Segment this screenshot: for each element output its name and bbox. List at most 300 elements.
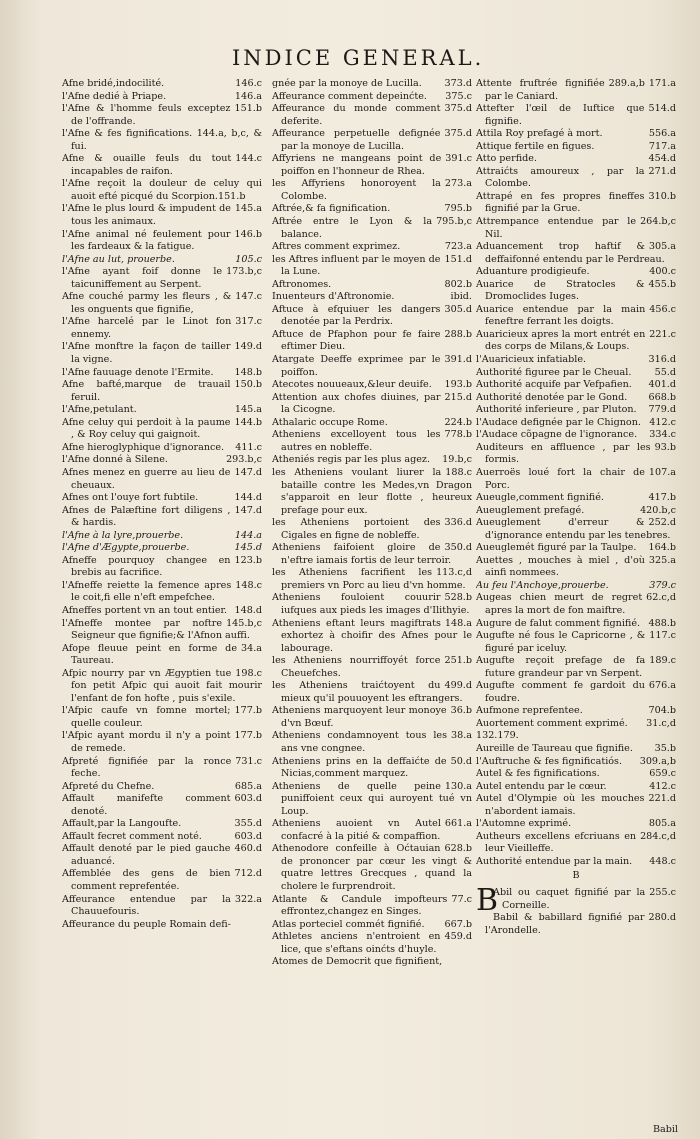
entry-text: Afne celuy qui perdoit à la paume , & Roy celuy qui gaignoit. bbox=[62, 416, 231, 441]
index-entry bbox=[272, 956, 472, 969]
entry-text: l'Afne le plus lourd & impudent de tous les animaux. bbox=[62, 203, 231, 228]
index-entry bbox=[62, 756, 262, 781]
entry-text: Abil ou caquet fignifié par la Corneille. bbox=[493, 887, 646, 911]
page-reference: 316.d bbox=[648, 354, 676, 366]
page-reference: 400.c bbox=[649, 266, 676, 278]
page-reference: 273.a bbox=[444, 178, 472, 190]
page-reference: 55.d bbox=[654, 366, 676, 378]
index-entry bbox=[476, 354, 676, 367]
entry-text: Babil & babillard fignifié par l'Arondelle. bbox=[485, 912, 645, 936]
entry-text: Inuenteurs d'Aftronomie. bbox=[272, 291, 395, 303]
page-reference: 280.d bbox=[648, 912, 676, 924]
entry-text: Affeurance perpetuelle defignée par la monoye de Lucilla. bbox=[272, 128, 441, 152]
entry-text: Attrapé en fes propres fineffes fignifié par la Grue. bbox=[476, 190, 645, 215]
index-entry bbox=[62, 417, 262, 442]
page-reference: 454.d bbox=[648, 153, 676, 165]
page-reference: 556.a bbox=[648, 128, 676, 140]
page-reference: 224.b bbox=[444, 416, 472, 428]
entry-text: l'Afne à la lyre,prouerbe. bbox=[62, 529, 184, 541]
page-reference: 148.d bbox=[234, 604, 262, 616]
index-entry bbox=[272, 379, 472, 392]
page-reference: 177.b bbox=[234, 705, 262, 717]
index-entry bbox=[476, 856, 676, 869]
index-entry bbox=[476, 618, 676, 631]
page-reference: 712.d bbox=[234, 868, 262, 880]
page-reference: 19.b,c bbox=[442, 454, 472, 466]
page-reference: 149.d bbox=[234, 341, 262, 353]
entry-text: Attila Roy prefagé à mort. bbox=[476, 128, 603, 140]
entry-text: Attefter l'œil de Iuftice que fignifie. bbox=[476, 103, 645, 127]
index-entry bbox=[272, 919, 472, 932]
entry-text: l'Auaricieux infatiable. bbox=[476, 354, 587, 366]
entry-text: Augeas chien meurt de regret apres la mort de fon maiftre. bbox=[476, 592, 643, 616]
entry-text: Attique fertile en figues. bbox=[476, 140, 595, 152]
index-entry bbox=[476, 153, 676, 166]
index-entry bbox=[62, 467, 262, 492]
entry-text: Affault denoté par le pied gauche aduancé. bbox=[62, 843, 231, 867]
entry-text: l'Afne fauuage denote l'Ermite. bbox=[62, 366, 214, 378]
index-entry bbox=[272, 705, 472, 730]
entry-text: Atlas porteciel commét fignifié. bbox=[272, 918, 425, 930]
entry-text: les Atheniens nourriffoyét force Cheuefches. bbox=[272, 655, 441, 679]
page-reference: 288.b bbox=[444, 328, 472, 340]
page-reference: 38.a bbox=[451, 730, 472, 742]
entry-text: Aduanture prodigieufe. bbox=[476, 266, 590, 278]
entry-text: l'Afne ayant foif donne le taicuniffement au Serpent. bbox=[62, 266, 223, 290]
page-reference: 391.c bbox=[445, 153, 472, 165]
page-reference: ibid. bbox=[450, 291, 472, 303]
index-entry bbox=[476, 912, 676, 937]
index-entry bbox=[476, 730, 676, 743]
page-reference: 146.b bbox=[234, 228, 262, 240]
page-reference: 150.b bbox=[234, 379, 262, 391]
catchword: Babil bbox=[652, 1124, 678, 1135]
index-entry bbox=[272, 392, 472, 417]
index-entry bbox=[62, 442, 262, 455]
page-reference: 34.a bbox=[241, 642, 262, 654]
index-entry bbox=[62, 128, 262, 153]
index-entry bbox=[476, 141, 676, 154]
page-reference: 189.c bbox=[649, 655, 676, 667]
page-reference: 255.c bbox=[649, 887, 676, 898]
page-reference: 177.b bbox=[234, 730, 262, 742]
page-reference: 147.d bbox=[234, 466, 262, 478]
index-entry bbox=[476, 329, 676, 354]
index-entry bbox=[272, 103, 472, 128]
entry-text: Autheurs excellens efcriuans en leur Vieilleffe. bbox=[476, 830, 637, 855]
page-reference: 31.c,d bbox=[646, 717, 676, 729]
entry-text: l'Auftruche & fes fignificatiós. bbox=[476, 755, 623, 767]
entry-text: Atheniens fouloient couurir iufques aux pieds les images d'Ilithyie. bbox=[272, 592, 470, 616]
page-reference: 144.c bbox=[235, 153, 262, 165]
page-reference: 350.d bbox=[444, 542, 472, 554]
entry-text: Autel d'Olympie où les mouches n'abordent iamais. bbox=[476, 793, 645, 817]
page-reference: 448.c bbox=[649, 855, 676, 867]
index-entry bbox=[62, 291, 262, 316]
index-entry bbox=[476, 630, 676, 655]
entry-text: l'Afne reçoit la douleur de celuy qui auoit efté picqué du Scorpion.151.b bbox=[62, 178, 262, 202]
entry-text: Aduancement trop haftif & deffaifonné entendu par le Perdreau. bbox=[476, 241, 665, 265]
page-reference: 264.b,c bbox=[640, 216, 676, 228]
entry-text: l'Afne & fes fignifications. 144.a, b,c, & fui. bbox=[62, 128, 262, 152]
entry-text: Augure de falut comment fignifié. bbox=[476, 617, 641, 629]
page-reference: 309.a,b bbox=[639, 755, 676, 767]
page-reference: 459.d bbox=[444, 931, 472, 943]
page-reference: 668.b bbox=[648, 391, 676, 403]
page-reference: 779.d bbox=[648, 404, 676, 416]
index-entry bbox=[272, 216, 472, 241]
entry-text: Atheniens prins en la deffaićte de Nicias,comment marquez. bbox=[272, 755, 447, 780]
page-reference: 113.c,d bbox=[436, 567, 472, 579]
page-reference: 145.a bbox=[234, 404, 262, 416]
entry-text: Augufte reçoit prefage de fa future grandeur par vn Serpent. bbox=[476, 655, 646, 679]
page-reference: 221.d bbox=[648, 793, 676, 805]
page-reference: 488.b bbox=[648, 617, 676, 629]
entry-text: les Aftres influent par le moyen de la Lune. bbox=[272, 253, 441, 278]
entry-text: Aureille de Taureau que fignifie. bbox=[476, 742, 633, 754]
index-entry bbox=[476, 818, 676, 831]
index-column-3 bbox=[476, 78, 676, 937]
index-entry bbox=[62, 316, 262, 341]
entry-text: l'Afneffe montee par noftre Seigneur que fignifie;& l'Afnon auffi. bbox=[62, 617, 250, 642]
entry-text: Afpreté fignifiée par la ronce feche. bbox=[62, 755, 232, 780]
index-entry bbox=[272, 254, 472, 279]
index-entry bbox=[62, 404, 262, 417]
index-entry bbox=[476, 781, 676, 794]
index-entry bbox=[476, 705, 676, 718]
section-b-block bbox=[476, 883, 676, 937]
page-reference: 193.b bbox=[444, 379, 472, 391]
page-reference: 147.d bbox=[234, 504, 262, 516]
entry-text: Auaricieux apres la mort entrét en des corps de Milans,& Loups. bbox=[476, 328, 646, 353]
entry-text: l'Afne harcelé par le Linot fon ennemy. bbox=[62, 316, 232, 340]
index-entry bbox=[476, 517, 676, 542]
index-column-2 bbox=[272, 78, 472, 969]
entry-text: Athalaric occupe Rome. bbox=[272, 416, 388, 428]
page-reference: 107.a bbox=[648, 466, 676, 478]
entry-text: Augufte comment fe gardoit du foudre. bbox=[476, 680, 645, 704]
index-entry bbox=[62, 580, 262, 605]
entry-text: Atheniens condamnoyent tous les ans vne congnee. bbox=[272, 730, 448, 754]
page-reference: 514.d bbox=[648, 103, 676, 115]
page-reference: 805.a bbox=[648, 818, 676, 830]
entry-text: Aftuce à efquiuer les dangers denotée par la Perdrix. bbox=[272, 303, 441, 328]
index-entry bbox=[476, 467, 676, 492]
entry-text: gnée par la monoye de Lucilla. bbox=[272, 78, 422, 89]
entry-text: l'Afne animal né feulement pour les fardeaux & la fatigue. bbox=[62, 228, 231, 253]
index-entry bbox=[62, 530, 262, 543]
index-entry bbox=[272, 730, 472, 755]
index-entry bbox=[62, 868, 262, 893]
entry-text: Aufmone reprefentee. bbox=[476, 705, 583, 717]
entry-text: l'Audace defignée par le Chignon. bbox=[476, 416, 641, 428]
index-entry bbox=[476, 580, 676, 593]
index-entry bbox=[272, 454, 472, 467]
index-entry bbox=[272, 78, 472, 91]
entry-text: Afope fleuue peint en forme de Taureau. bbox=[62, 642, 238, 667]
page-reference: 412.c bbox=[649, 780, 676, 792]
entry-text: Atheniens faifoient gloire de n'eftre iamais fortis de leur terroir. bbox=[272, 542, 452, 566]
entry-text: les Atheniens voulant liurer la bataille contre les Medes,vn Dragon s'apparoit en leur flotte , heureux prefage pour eux. bbox=[272, 466, 472, 516]
entry-text: Atheniens de quelle peine puniffoient ceux qui auroyent tué vn Loup. bbox=[272, 780, 472, 817]
column-3-entries bbox=[476, 78, 676, 868]
index-entry bbox=[272, 517, 472, 542]
index-entry bbox=[476, 103, 676, 128]
entry-text: l'Automne exprimé. bbox=[476, 818, 572, 830]
entry-text: Athletes anciens n'entroient en lice, que s'eftans oinćts d'huyle. bbox=[272, 931, 441, 955]
page-reference: 603.d bbox=[234, 830, 262, 842]
index-entry bbox=[62, 730, 262, 755]
index-entry bbox=[476, 542, 676, 555]
page-reference: 171.a bbox=[648, 78, 676, 89]
index-entry bbox=[272, 843, 472, 893]
index-entry bbox=[476, 492, 676, 505]
index-entry bbox=[476, 429, 676, 442]
page-reference: 215.d bbox=[444, 391, 472, 403]
index-entry bbox=[476, 241, 676, 266]
page-reference: 373.d bbox=[444, 78, 472, 89]
index-entry bbox=[62, 103, 262, 128]
entry-text: Affyriens ne mangeans point de poiffon en l'honneur de Rhea. bbox=[272, 153, 442, 177]
index-entry bbox=[476, 191, 676, 216]
index-entry bbox=[272, 542, 472, 567]
page-reference: 411.c bbox=[235, 441, 262, 453]
entry-text: Authorité denotée par le Gond. bbox=[476, 391, 628, 403]
page-reference: 148.a bbox=[444, 617, 472, 629]
index-entry bbox=[62, 254, 262, 267]
entry-text: Afnes ont l'ouye fort fubtile. bbox=[62, 492, 199, 504]
page-reference: 528.b bbox=[444, 592, 472, 604]
entry-text: l'Afne donné à Silene. bbox=[62, 454, 168, 466]
index-entry bbox=[62, 843, 262, 868]
entry-text: les Atheniens facrifient les premiers vn Porc au lieu d'vn homme. bbox=[272, 567, 466, 591]
index-column-1 bbox=[62, 78, 262, 931]
page-reference: 198.c bbox=[235, 667, 262, 679]
index-entry bbox=[62, 454, 262, 467]
entry-text: Affeurance comment depeinćte. bbox=[272, 90, 427, 102]
index-entry bbox=[62, 341, 262, 366]
index-entry bbox=[62, 78, 262, 91]
index-entry bbox=[272, 128, 472, 153]
entry-text: l'Afne & l'homme feuls exceptez de l'offrande. bbox=[62, 103, 231, 127]
page-reference: 334.c bbox=[649, 429, 676, 441]
index-entry bbox=[62, 894, 262, 919]
entry-text: Auditeurs en affluence , par les formis. bbox=[476, 441, 651, 466]
index-entry bbox=[272, 592, 472, 617]
page-reference: 375.d bbox=[444, 128, 472, 140]
index-entry bbox=[62, 605, 262, 618]
page-reference: 151.d bbox=[444, 253, 472, 265]
index-entry bbox=[272, 894, 472, 919]
page-reference: 659.c bbox=[649, 768, 676, 780]
index-entry bbox=[476, 392, 676, 405]
drop-cap-initial: B bbox=[476, 883, 499, 918]
page-reference: 420.b,c bbox=[640, 504, 676, 516]
index-entry bbox=[62, 818, 262, 831]
page-reference: 802.b bbox=[444, 278, 472, 290]
page-reference: 731.c bbox=[235, 755, 262, 767]
entry-text: Afne couché parmy les fleurs , & les onguents que fignifie, bbox=[62, 291, 232, 315]
page-reference: 723.a bbox=[444, 241, 472, 253]
page-reference: 36.b bbox=[450, 705, 472, 717]
entry-text: l'Afne au lut, prouerbe. bbox=[62, 253, 175, 265]
page-reference: 685.a bbox=[234, 780, 262, 792]
entry-text: Affault,par la Langoufte. bbox=[62, 818, 182, 830]
index-entry bbox=[62, 178, 262, 203]
entry-text: les Affyriens honoroyent la Colombe. bbox=[272, 178, 441, 202]
entry-text: Authorité inferieure , par Pluton. bbox=[476, 404, 637, 416]
index-entry bbox=[272, 153, 472, 178]
entry-text: l'Afneffe reiette la femence apres le coit,fi elle n'eft empefchee. bbox=[62, 579, 232, 604]
page-reference: 62.c,d bbox=[646, 592, 676, 604]
entry-text: Afnes de Palæftine fort diligens , & hardis. bbox=[62, 504, 231, 529]
index-entry bbox=[62, 831, 262, 844]
page-reference: 252.d bbox=[648, 517, 676, 529]
index-entry bbox=[476, 367, 676, 380]
index-entry bbox=[62, 203, 262, 228]
entry-text: Attrempance entendue par le Nil. bbox=[476, 216, 637, 240]
page-reference: 130.a bbox=[444, 780, 472, 792]
index-entry bbox=[62, 266, 262, 291]
page-reference: 603.d bbox=[234, 793, 262, 805]
entry-text: l'Afne d'Ægypte,prouerbe. bbox=[62, 542, 190, 554]
entry-text: Authorité acquife par Vefpafien. bbox=[476, 379, 632, 391]
index-entry bbox=[272, 818, 472, 843]
index-entry bbox=[476, 655, 676, 680]
entry-text: Authorité figuree par le Cheual. bbox=[476, 366, 632, 378]
index-entry bbox=[62, 505, 262, 530]
page-reference: 77.c bbox=[451, 893, 472, 905]
page-reference: 148.c bbox=[235, 579, 262, 591]
entry-text: Affemblée des gens de bien comment reprefentée. bbox=[62, 868, 231, 892]
page-reference: 188.c bbox=[445, 466, 472, 478]
entry-text: Afneffes portent vn an tout entier. bbox=[62, 604, 228, 616]
entry-text: Atheniés regis par les plus agez. bbox=[272, 454, 431, 466]
entry-text: Atargate Deeffe exprimee par le poiffon. bbox=[272, 354, 441, 378]
page-reference: 293.b,c bbox=[226, 454, 262, 466]
page-reference: 305.d bbox=[444, 303, 472, 315]
page-reference: 379.c bbox=[649, 579, 676, 591]
entry-text: Auettes , mouches à miel , d'où ainfi nommees. bbox=[476, 554, 645, 579]
page-reference: 375.d bbox=[444, 103, 472, 115]
entry-text: Afpic nourry par vn Ægyptien tue fon petit Afpic qui auoit fait mourir l'enfant de fon hofte , puis s'exile. bbox=[62, 667, 262, 704]
index-entry bbox=[62, 379, 262, 404]
index-entry bbox=[476, 166, 676, 191]
index-entry bbox=[476, 756, 676, 769]
entry-text: Attention aux chofes diuines, par la Cicogne. bbox=[272, 391, 441, 416]
entry-text: Aueugle,comment fignifié. bbox=[476, 492, 604, 504]
index-entry bbox=[272, 756, 472, 781]
index-entry bbox=[476, 743, 676, 756]
entry-text: Afpreté du Chefne. bbox=[62, 780, 155, 792]
page-reference: 795.b bbox=[444, 203, 472, 215]
page-reference: 145.d bbox=[234, 542, 262, 554]
entry-text: Atheniens excelloyent tous les autres en nobleffe. bbox=[272, 429, 441, 453]
entry-text: les Atheniens portoient des Cigales en figne de nobleffe. bbox=[272, 517, 441, 541]
entry-text: Affeurance du monde comment deferite. bbox=[272, 103, 441, 127]
index-entry bbox=[272, 618, 472, 656]
entry-text: Atheniens eftant leurs magiftrats exhortez à choifir des Afnes pour le labourage. bbox=[272, 617, 472, 654]
entry-text: Au feu l'Anchoye,prouerbe. bbox=[476, 579, 609, 591]
page-reference: 455.b bbox=[648, 278, 676, 290]
page-reference: 123.b bbox=[234, 554, 262, 566]
index-entry bbox=[272, 178, 472, 203]
index-entry bbox=[62, 668, 262, 706]
page-reference: 146.c bbox=[235, 78, 262, 89]
page-reference: 310.b bbox=[648, 190, 676, 202]
entry-text: l'Afne dedié à Priape. bbox=[62, 90, 167, 102]
entry-text: les Atheniens traićtoyent du mieux qu'il pouuoyent les eftrangers. bbox=[272, 680, 463, 704]
index-entry bbox=[62, 229, 262, 254]
page-reference: 221.c bbox=[649, 328, 676, 340]
page-reference: 375.c bbox=[445, 90, 472, 102]
page-reference: 147.c bbox=[235, 291, 262, 303]
page-reference: 355.d bbox=[234, 818, 262, 830]
page-reference: 145.b,c bbox=[226, 617, 262, 629]
entry-text: Atheniens auoient vn Autel confacré à la pitié & compaffion. bbox=[272, 818, 441, 842]
entry-text: Auerroës loué fort la chair de Porc. bbox=[476, 466, 645, 491]
entry-text: Aftronomes. bbox=[272, 278, 332, 290]
index-entry bbox=[62, 367, 262, 380]
index-entry bbox=[62, 705, 262, 730]
entry-text: Afneffe pourquoy changee en brebis au facrifice. bbox=[62, 554, 231, 579]
entry-text: Aftres comment exprimez. bbox=[272, 241, 401, 253]
entry-text: Atheniens marquoyent leur monoye d'vn Bœuf. bbox=[272, 705, 447, 729]
index-entry bbox=[272, 304, 472, 329]
entry-text: Auortement comment exprimé. bbox=[476, 717, 628, 729]
page-reference: 50.d bbox=[450, 755, 472, 767]
entry-text: Affeurance entendue par la Chauuefouris. bbox=[62, 893, 231, 918]
page-reference: 628.b bbox=[444, 843, 472, 855]
index-entry bbox=[476, 128, 676, 141]
page-reference: 35.b bbox=[654, 742, 676, 754]
entry-text: Afne bafté,marque de trauail feruil. bbox=[62, 379, 231, 403]
entry-text: Aueuglemét figuré par la Taulpe. bbox=[476, 542, 637, 554]
entry-text: Affault fecret comment noté. bbox=[62, 830, 202, 842]
entry-text: Atomes de Democrit que fignifient, bbox=[272, 956, 443, 968]
index-entry bbox=[62, 781, 262, 794]
page-reference: 412.c bbox=[649, 416, 676, 428]
page-reference: 271.d bbox=[648, 165, 676, 177]
index-entry bbox=[272, 329, 472, 354]
index-entry bbox=[476, 718, 676, 731]
entry-text: Atlante & Candule impofteurs effrontez,changez en Singes. bbox=[272, 893, 448, 918]
entry-text: Authorité entendue par la main. bbox=[476, 855, 633, 867]
page-reference: 251.b bbox=[444, 655, 472, 667]
index-entry bbox=[272, 467, 472, 517]
index-entry bbox=[272, 91, 472, 104]
page-title: INDICE GENERAL. bbox=[232, 46, 485, 70]
entry-text: Afnes menez en guerre au lieu de cheuaux. bbox=[62, 466, 231, 491]
page-reference: 173.b,c bbox=[226, 266, 262, 278]
page-reference: 325.a bbox=[648, 554, 676, 566]
section-letter: B bbox=[572, 870, 580, 882]
entry-text: Affault manifefte comment denoté. bbox=[62, 793, 231, 817]
index-entry bbox=[62, 555, 262, 580]
entry-text: l'Afpic ayant mordu il n'y a point de remede. bbox=[62, 730, 231, 754]
entry-text: Athenodore confeille à Oćtauian de prononcer par cœur les vingt & quatre lettres Grecques , quand la cholere le furprendroit. bbox=[272, 843, 472, 892]
entry-text: Aftrée,& fa fignification. bbox=[272, 203, 391, 215]
index-entry bbox=[476, 793, 676, 818]
page-reference: 676.a bbox=[648, 680, 676, 692]
entry-text: Aftrée entre le Lyon & la balance. bbox=[272, 216, 433, 240]
page-reference: 148.b bbox=[234, 366, 262, 378]
index-entry bbox=[62, 618, 262, 643]
page-reference: 144.b bbox=[234, 416, 262, 428]
index-entry bbox=[272, 241, 472, 254]
page-reference: 704.b bbox=[648, 705, 676, 717]
page-reference: 105.c bbox=[235, 253, 262, 265]
